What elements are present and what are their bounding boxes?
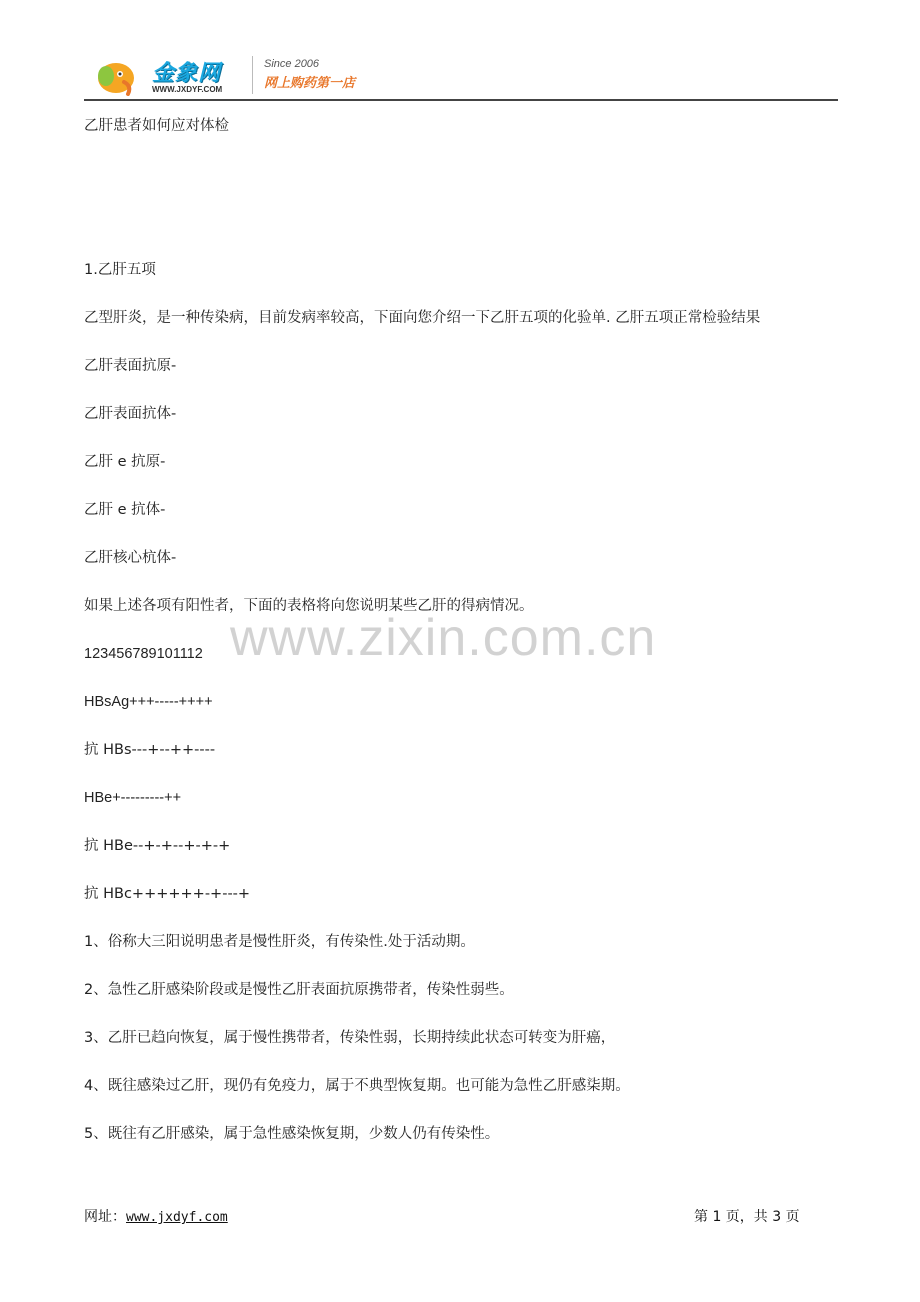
footer-url-link[interactable]: www.jxdyf.com (126, 1210, 228, 1225)
header-rule (84, 99, 838, 101)
paragraph: 如果上述各项有阳性者，下面的表格将向您说明某些乙肝的得病情况。 (84, 598, 534, 614)
page-indicator: 第 1 页，共 3 页 (694, 1209, 800, 1225)
list-item: 乙肝 e 抗体- (84, 502, 166, 518)
list-item: 2、急性乙肝感染阶段或是慢性乙肝表面抗原携带者，传染性弱些。 (84, 982, 514, 998)
list-item: 乙肝 e 抗原- (84, 454, 166, 470)
slogan: 网上购药第一店 (264, 76, 356, 91)
list-item: 乙肝核心杭体- (84, 550, 177, 566)
footer-url-label: 网址： (84, 1209, 126, 1225)
logo-text: 金象网 (152, 61, 222, 86)
section-heading: 1.乙肝五项 (84, 262, 156, 278)
logo-url: WWW.JXDYF.COM (152, 85, 223, 94)
table-row: 抗 HBs---+--++---- (84, 742, 216, 758)
list-item: 乙肝表面抗原- (84, 358, 177, 374)
document-title: 乙肝患者如何应对体检 (84, 118, 229, 134)
table-row: 抗 HBe--+-+--+-+-+ (84, 838, 231, 854)
since-label: Since 2006 (264, 58, 320, 70)
page-header (84, 50, 838, 100)
list-item: 3、乙肝已趋向恢复，属于慢性携带者，传染性弱，长期持续此状态可转变为肝癌， (84, 1030, 616, 1046)
table-header-row: 123456789101112 (84, 646, 203, 662)
list-item: 4、既往感染过乙肝，现仍有免疫力，属于不典型恢复期。也可能为急性乙肝感柒期。 (84, 1078, 630, 1094)
paragraph: 乙型肝炎，是一种传染病，目前发病率较高，下面向您介绍一下乙肝五项的化验单. 乙肝五项正常检验结果 (84, 310, 761, 326)
table-row: 抗 HBc++++++-+---+ (84, 886, 251, 902)
elephant-logo-icon (94, 58, 138, 96)
list-item: 乙肝表面抗体- (84, 406, 177, 422)
table-row: HBe+---------++ (84, 790, 182, 806)
header-divider (252, 56, 253, 94)
footer-url (84, 1206, 228, 1226)
table-row: HBsAg+++-----++++ (84, 694, 213, 710)
list-item: 5、既往有乙肝感染，属于急性感染恢复期，少数人仍有传染性。 (84, 1126, 500, 1142)
list-item: 1、俗称大三阳说明患者是慢性肝炎，有传染性.处于活动期。 (84, 934, 475, 950)
site-logo[interactable] (90, 54, 250, 98)
watermark: www.zixin.com.cn (230, 609, 657, 667)
